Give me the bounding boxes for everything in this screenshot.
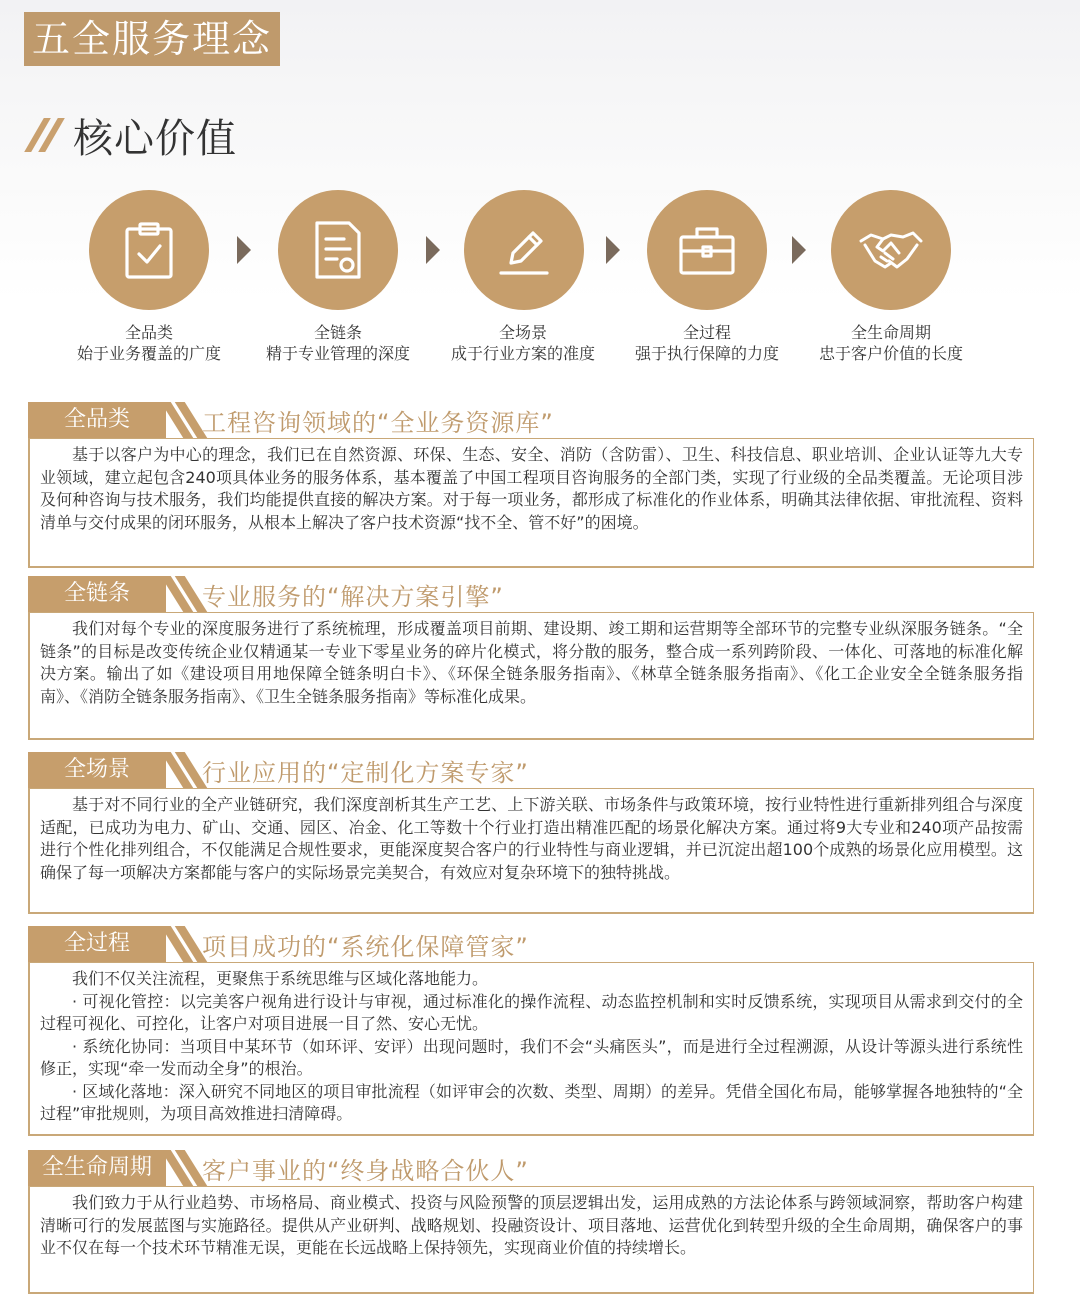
value-desc: 忠于客户价值的长度 — [818, 344, 963, 363]
pen-edit-icon — [495, 221, 553, 279]
block-heading: 行业应用的“定制化方案专家” — [202, 759, 529, 787]
arrow-right-icon — [426, 236, 440, 264]
value-desc: 强于执行保障的力度 — [634, 344, 779, 363]
handshake-icon — [859, 227, 923, 273]
block-paragraph: · 区域化落地：深入研究不同地区的项目审批流程（如评审会的次数、类型、周期）的差异。凭借全国化布局，能够掌握各地独特的“全过程”审批规则，为项目高效推进扫清障碍。 — [40, 1081, 1023, 1123]
briefcase-icon — [677, 223, 737, 277]
value-icon-circle-4 — [647, 190, 767, 310]
block-tag: 全品类 — [28, 402, 166, 438]
arrow-right-icon — [237, 236, 251, 264]
block-tag: 全生命周期 — [28, 1150, 166, 1186]
block-heading: 专业服务的“解决方案引擎” — [202, 583, 504, 611]
value-desc: 精于专业管理的深度 — [265, 344, 410, 363]
value-icon-circle-1 — [89, 190, 209, 310]
block-heading: 项目成功的“系统化保障管家” — [202, 933, 529, 961]
clipboard-check-icon — [122, 220, 176, 280]
block-body — [28, 962, 1034, 1136]
value-caption-4 — [612, 322, 802, 364]
block-body — [28, 1186, 1034, 1294]
value-name: 全链条 — [313, 323, 362, 342]
value-desc: 成于行业方案的准度 — [450, 344, 595, 363]
block-paragraph: 基于以客户为中心的理念，我们已在自然资源、环保、生态、安全、消防（含防雷）、卫生、科技信息、职业培训、企业认证等九大专业领域，建立起包含240项具体业务的服务体系，基本覆盖了中国工程项目咨询服务的全部门类，实现了行业级的全品类覆盖。无论项目涉及何种咨询与技术服务，我们均能提供直接的解决方案。对于每一项业务，都形成了标准化的作业体系，明确其法律依据、审批流程、资料清单与交付成果的闭环服务，从根本上解决了客户技术资源“找不全、管不好”的困境。 — [40, 445, 1023, 532]
value-icon-circle-2 — [278, 190, 398, 310]
block-paragraph: · 系统化协同：当项目中某环节（如环评、安评）出现问题时，我们不会“头痛医头”，而是进行全过程溯源，从设计等源头进行系统性修正，实现“牵一发而动全身”的根治。 — [40, 1036, 1023, 1078]
section-header — [34, 108, 237, 162]
document-stamp-icon — [313, 219, 363, 281]
block-tag: 全过程 — [28, 926, 166, 962]
value-desc: 始于业务覆盖的广度 — [76, 344, 221, 363]
value-icon-circle-5 — [831, 190, 951, 310]
page-banner: 五全服务理念 — [24, 12, 280, 66]
section-title: 核心价值 — [73, 115, 237, 162]
block-heading: 工程咨询领域的“全业务资源库” — [202, 409, 554, 437]
block-paragraph: 我们致力于从行业趋势、市场格局、商业模式、投资与风险预警的顶层逻辑出发，运用成熟的方法论体系与跨领域洞察，帮助客户构建清晰可行的发展蓝图与实施路径。提供从产业研判、战略规划、投融资设计、项目落地、运营优化到转型升级的全生命周期，确保客户的事业不仅在每一个技术环节精准无误，更能在长远战略上保持领先，实现商业价值的持续增长。 — [40, 1193, 1023, 1257]
value-caption-5 — [796, 322, 986, 364]
block-paragraph: 我们不仅关注流程，更聚焦于系统思维与区域化落地能力。 — [72, 969, 489, 988]
block-tag: 全链条 — [28, 576, 166, 612]
value-name: 全品类 — [124, 323, 173, 342]
value-caption-1 — [54, 322, 244, 364]
value-name: 全过程 — [682, 323, 731, 342]
slash-decoration — [34, 118, 55, 152]
block-body — [28, 788, 1034, 914]
value-name: 全生命周期 — [850, 323, 931, 342]
value-icon-circle-3 — [464, 190, 584, 310]
value-caption-2 — [243, 322, 433, 364]
block-paragraph: · 可视化管控：以完美客户视角进行设计与审视，通过标准化的操作流程、动态监控机制和实时反馈系统，实现项目从需求到交付的全过程可视化、可控化，让客户对项目进展一目了然、安心无忧。 — [40, 991, 1023, 1033]
block-paragraph: 基于对不同行业的全产业链研究，我们深度剖析其生产工艺、上下游关联、市场条件与政策环境，按行业特性进行重新排列组合与深度适配，已成功为电力、矿山、交通、园区、冶金、化工等数十个行业打造出精准匹配的场景化解决方案。通过将9大专业和240项产品按需进行个性化排列组合，不仅能满足合规性要求，更能深度契合客户的行业特性与商业逻辑，并已沉淀出超100个成熟的场景化应用模型。这确保了每一项解决方案都能与客户的实际场景完美契合，有效应对复杂环境下的独特挑战。 — [40, 795, 1023, 882]
block-paragraph: 我们对每个专业的深度服务进行了系统梳理，形成覆盖项目前期、建设期、竣工期和运营期等全部环节的完整专业纵深服务链条。“全链条”的目标是改变传统企业仅精通某一专业下零星业务的碎片化模式，将分散的服务，整合成一系列跨阶段、一体化、可落地的标准化解决方案。输出了如《建设项目用地保障全链条明白卡》、《环保全链条服务指南》、《林草全链条服务指南》、《化工企业安全全链条服务指南》、《消防全链条服务指南》、《卫生全链条服务指南》等标准化成果。 — [40, 619, 1023, 706]
arrow-right-icon — [606, 236, 620, 264]
value-name: 全场景 — [498, 323, 547, 342]
block-body — [28, 438, 1034, 568]
block-body — [28, 612, 1034, 740]
value-caption-3 — [428, 322, 618, 364]
block-heading: 客户事业的“终身战略合伙人” — [202, 1157, 529, 1185]
block-tag: 全场景 — [28, 752, 166, 788]
arrow-right-icon — [792, 236, 806, 264]
